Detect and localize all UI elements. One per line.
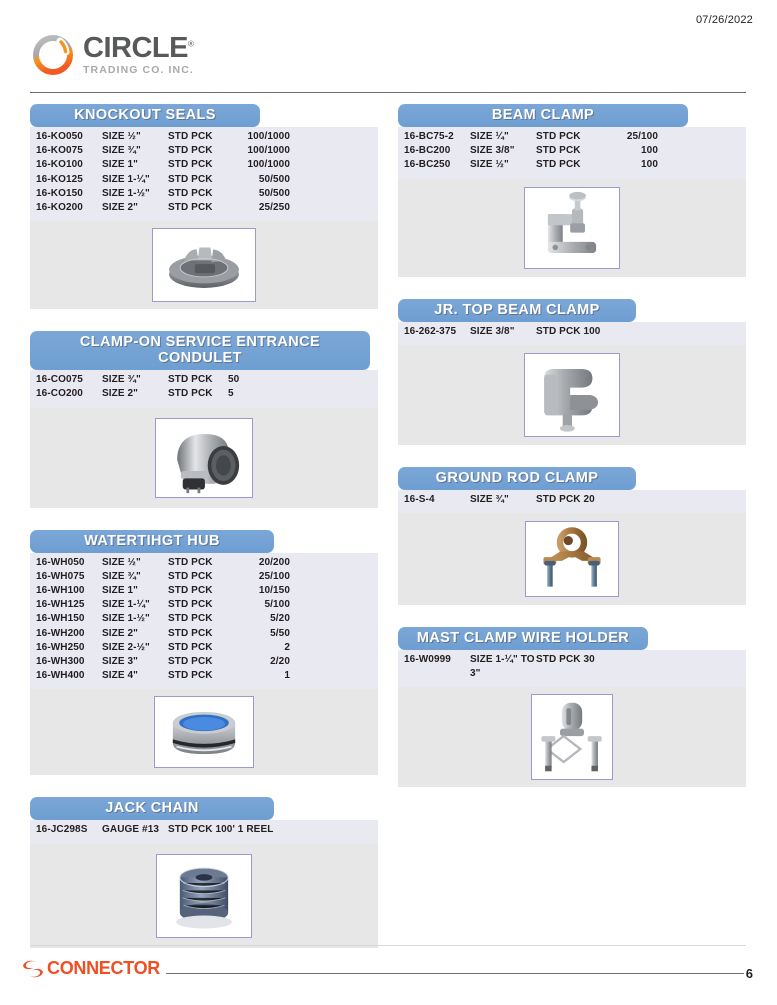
product-code: 16-CO200	[36, 388, 83, 400]
product-pack: STD PCK	[168, 388, 213, 400]
table-row	[30, 130, 378, 144]
product-code: 16-KO100	[36, 159, 83, 171]
product-size: SIZE 1-½"	[102, 187, 150, 199]
table-row	[398, 493, 746, 507]
product-quantity: 100	[641, 159, 658, 171]
section-spec-table	[30, 820, 378, 843]
section-title: BEAM CLAMP	[398, 104, 688, 127]
table-row	[30, 598, 378, 612]
jr-top-beam-clamp-photo	[524, 353, 620, 437]
product-pack: STD PCK	[168, 599, 213, 611]
product-pack: STD PCK	[168, 627, 213, 639]
table-row	[30, 373, 378, 387]
product-size: SIZE 2-½"	[102, 641, 150, 653]
jack-chain-reel-photo	[156, 854, 252, 938]
product-size: SIZE ¾"	[470, 493, 509, 505]
product-pack: STD PCK	[536, 131, 581, 142]
product-size: SIZE ½"	[470, 159, 509, 171]
product-code: 16-JC298S	[36, 824, 88, 836]
product-size: SIZE 3/8"	[470, 145, 515, 157]
table-row	[30, 158, 378, 172]
product-size: SIZE ¾"	[102, 145, 141, 157]
right-column	[398, 104, 746, 809]
section-spacer	[398, 277, 746, 299]
section-title: CLAMP-ON SERVICE ENTRANCE CONDULET	[30, 331, 370, 370]
table-row	[30, 387, 378, 401]
section-spec-table	[30, 370, 378, 407]
table-row	[30, 669, 378, 683]
product-image-panel	[398, 513, 746, 605]
product-image-panel	[398, 345, 746, 445]
page-number: 6	[745, 966, 753, 981]
product-pack: STD PCK	[168, 613, 213, 625]
product-pack: STD PCK	[168, 585, 213, 597]
beam-clamp-photo	[524, 187, 620, 269]
product-quantity: 50/500	[258, 173, 290, 185]
section-title: JR. TOP BEAM CLAMP	[398, 299, 636, 322]
product-image-panel	[30, 221, 378, 309]
logo-tagline: TRADING CO. INC.	[83, 64, 194, 77]
section-spec-table	[30, 553, 378, 690]
section-spacer	[30, 508, 378, 530]
product-quantity: 5	[228, 388, 234, 400]
table-row	[30, 144, 378, 158]
table-row	[398, 653, 746, 681]
product-quantity: 5/20	[270, 613, 290, 625]
product-section	[30, 104, 378, 331]
product-size: GAUGE #13	[102, 824, 160, 836]
footer-top-divider	[30, 945, 746, 946]
section-spacer	[30, 309, 378, 331]
product-code: 16-KO125	[36, 173, 83, 185]
product-pack: STD PCK 100	[536, 325, 601, 337]
table-row	[398, 325, 746, 339]
product-code: 16-262-375	[404, 325, 457, 337]
table-row	[30, 584, 378, 598]
knockout-seal-photo	[152, 228, 256, 302]
section-spacer	[30, 775, 378, 797]
product-size: SIZE 1"	[102, 585, 139, 597]
product-size: SIZE ½"	[102, 556, 141, 568]
section-spec-table	[398, 322, 746, 345]
connector-chain-icon	[22, 959, 44, 979]
section-spacer	[398, 445, 746, 467]
product-code: 16-BC200	[404, 145, 451, 157]
product-quantity: 2/20	[270, 656, 290, 668]
product-code: 16-WH200	[36, 627, 85, 639]
product-quantity: 25/250	[258, 202, 290, 214]
product-code: 16-W0999	[404, 654, 451, 666]
product-quantity: 2	[284, 641, 290, 653]
product-pack: STD PCK	[168, 173, 213, 185]
product-pack: STD PCK 20	[536, 493, 595, 505]
product-size: SIZE 1-¼" TO 3"	[470, 654, 535, 680]
product-size: SIZE 2"	[102, 627, 139, 639]
product-pack: STD PCK	[168, 670, 213, 682]
page-footer	[22, 958, 753, 979]
product-size: SIZE 4"	[102, 670, 139, 682]
product-quantity: 100/1000	[247, 159, 290, 171]
product-size: SIZE ¾"	[102, 570, 141, 582]
product-quantity: 25/100	[258, 570, 290, 582]
product-size: SIZE 3/8"	[470, 325, 515, 337]
product-size: SIZE 2"	[102, 388, 139, 400]
product-pack: STD PCK	[536, 159, 581, 171]
table-row	[30, 612, 378, 626]
product-code: 16-WH100	[36, 585, 85, 597]
table-row	[30, 187, 378, 201]
product-section	[30, 530, 378, 798]
product-code: 16-CO075	[36, 374, 83, 386]
product-quantity: 10/150	[258, 585, 290, 597]
table-row	[30, 627, 378, 641]
product-pack: STD PCK	[168, 570, 213, 582]
product-pack: STD PCK	[168, 202, 213, 214]
product-size: SIZE ½"	[102, 131, 141, 142]
mast-clamp-wire-holder-photo	[531, 694, 613, 780]
product-quantity: 25/100	[626, 131, 658, 142]
table-row	[30, 173, 378, 187]
product-section	[398, 467, 746, 627]
product-code: 16-KO075	[36, 145, 83, 157]
product-quantity: 5/50	[270, 627, 290, 639]
product-quantity: 100/1000	[247, 131, 290, 142]
table-row	[30, 556, 378, 570]
product-image-panel	[398, 179, 746, 277]
product-size: SIZE ¾"	[102, 374, 141, 386]
header-divider	[30, 92, 746, 93]
table-row	[30, 823, 378, 837]
company-logo	[30, 32, 194, 78]
product-pack: STD PCK	[168, 641, 213, 653]
section-spacer	[398, 605, 746, 627]
product-code: 16-WH075	[36, 570, 85, 582]
product-pack: STD PCK	[168, 656, 213, 668]
product-pack: STD PCK	[168, 159, 213, 171]
section-title: GROUND ROD CLAMP	[398, 467, 636, 490]
product-size: SIZE 1"	[102, 159, 139, 171]
product-code: 16-S-4	[404, 493, 435, 505]
table-row	[398, 158, 746, 172]
product-size: SIZE 1-½"	[102, 613, 150, 625]
section-title: WATERTIHGT HUB	[30, 530, 274, 553]
product-code: 16-WH050	[36, 556, 85, 568]
product-size: SIZE ¼"	[470, 131, 509, 142]
section-spec-table	[398, 127, 746, 179]
product-code: 16-WH250	[36, 641, 85, 653]
product-section	[398, 299, 746, 467]
footer-rule	[166, 973, 744, 974]
product-size: SIZE 2"	[102, 202, 139, 214]
connector-wordmark: CONNECTOR	[47, 958, 160, 978]
table-row	[30, 570, 378, 584]
page-date: 07/26/2022	[695, 14, 753, 26]
product-code: 16-WH150	[36, 613, 85, 625]
service-entrance-condulet-photo	[155, 418, 253, 498]
product-quantity: 50/500	[258, 187, 290, 199]
product-code: 16-WH300	[36, 656, 85, 668]
left-column	[30, 104, 378, 970]
logo-trademark: ®	[187, 39, 194, 49]
section-spec-table	[398, 650, 746, 687]
product-code: 16-BC75-2	[404, 131, 454, 142]
product-size: SIZE 1-¼"	[102, 173, 150, 185]
product-code: 16-WH125	[36, 599, 85, 611]
product-pack: STD PCK	[168, 374, 213, 386]
product-quantity: 1	[284, 670, 290, 682]
product-size: SIZE 1-¼"	[102, 599, 150, 611]
section-title: JACK CHAIN	[30, 797, 274, 820]
product-size: SIZE 3"	[102, 656, 139, 668]
section-title: KNOCKOUT SEALS	[30, 104, 260, 127]
section-spacer	[398, 787, 746, 809]
connector-logo	[22, 958, 160, 979]
table-row	[30, 201, 378, 215]
logo-wordmark: CIRCLE®	[83, 32, 194, 65]
product-pack: STD PCK 30	[536, 654, 595, 666]
product-quantity: 20/200	[258, 556, 290, 568]
product-code: 16-KO200	[36, 202, 83, 214]
product-section	[398, 104, 746, 299]
circle-ring-icon	[30, 32, 76, 78]
product-code: 16-KO150	[36, 187, 83, 199]
product-pack: STD PCK	[168, 131, 213, 142]
watertight-hub-photo	[154, 696, 254, 768]
product-code: 16-BC250	[404, 159, 451, 171]
product-code: 16-KO050	[36, 131, 83, 142]
table-row	[398, 144, 746, 158]
product-pack: STD PCK 100' 1 REEL	[168, 824, 274, 836]
product-image-panel	[30, 408, 378, 508]
product-pack: STD PCK	[168, 187, 213, 199]
ground-rod-clamp-photo	[525, 521, 619, 597]
product-section	[398, 627, 746, 809]
section-spec-table	[398, 490, 746, 513]
table-row	[30, 641, 378, 655]
product-pack: STD PCK	[168, 556, 213, 568]
product-quantity: 100	[641, 145, 658, 157]
section-spec-table	[30, 127, 378, 221]
product-quantity: 100/1000	[247, 145, 290, 157]
product-pack: STD PCK	[536, 145, 581, 157]
product-quantity: 50	[228, 374, 240, 386]
product-quantity: 5/100	[264, 599, 290, 611]
table-row	[398, 130, 746, 144]
product-image-panel	[30, 689, 378, 775]
product-code: 16-WH400	[36, 670, 85, 682]
table-row	[30, 655, 378, 669]
product-image-panel	[30, 844, 378, 948]
product-pack: STD PCK	[168, 145, 213, 157]
product-image-panel	[398, 687, 746, 787]
product-section	[30, 797, 378, 969]
product-section	[30, 331, 378, 529]
section-title: MAST CLAMP WIRE HOLDER	[398, 627, 648, 650]
